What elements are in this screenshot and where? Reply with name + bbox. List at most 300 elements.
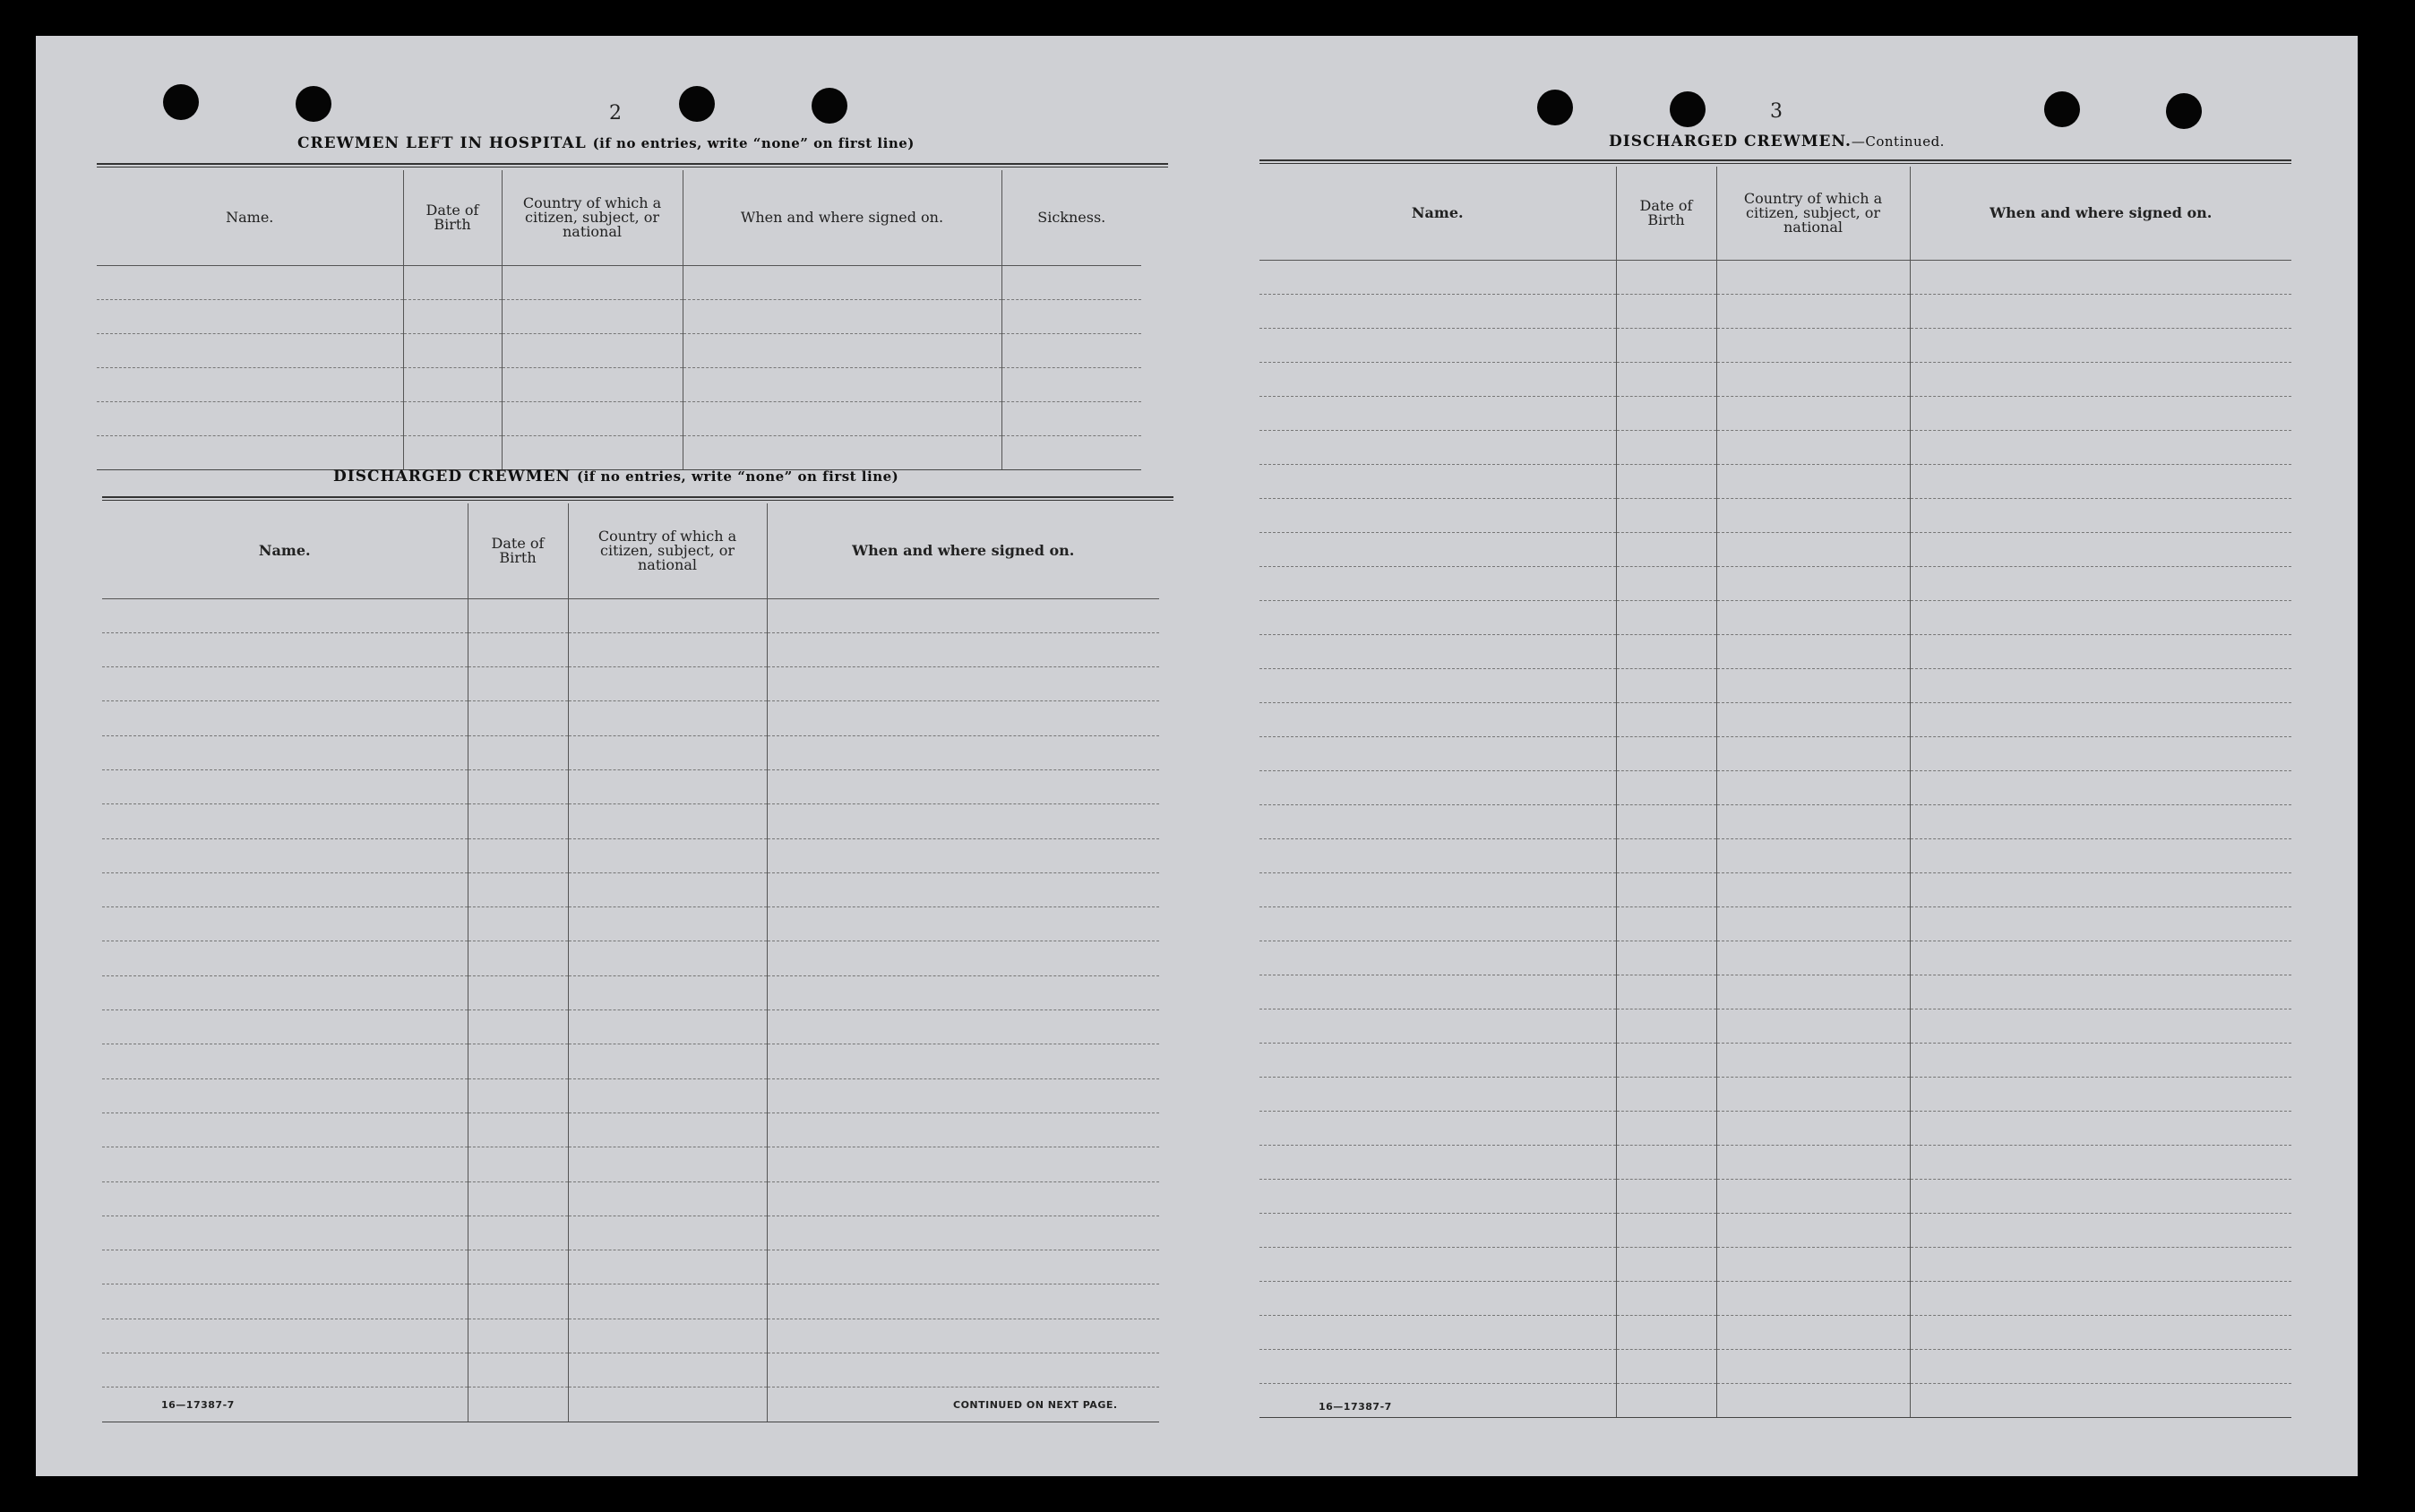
- blank-entry-cell[interactable]: [1716, 566, 1910, 600]
- table-row: [1259, 1179, 2291, 1213]
- blank-entry-cell[interactable]: [767, 1078, 1159, 1113]
- right-col-country: Country of which a citizen, subject, or national: [1716, 167, 1910, 260]
- blank-entry-cell[interactable]: [1716, 838, 1910, 872]
- blank-entry-cell[interactable]: [1716, 430, 1910, 464]
- blank-entry-cell[interactable]: [403, 299, 502, 333]
- blank-entry-cell[interactable]: [1910, 975, 2291, 1009]
- blank-entry-cell[interactable]: [568, 1181, 767, 1216]
- blank-entry-cell[interactable]: [767, 667, 1159, 701]
- blank-entry-cell[interactable]: [767, 1353, 1159, 1387]
- blank-entry-cell[interactable]: [1001, 299, 1141, 333]
- page-number: 2: [609, 102, 622, 125]
- table-row: [1259, 328, 2291, 362]
- blank-entry-cell[interactable]: [468, 1284, 568, 1319]
- discharged-title-note: (if no entries, write “none” on first line): [576, 468, 899, 485]
- blank-entry-cell[interactable]: [568, 1078, 767, 1113]
- blank-entry-cell[interactable]: [1716, 1281, 1910, 1315]
- table-row: [1259, 430, 2291, 464]
- blank-entry-cell[interactable]: [1259, 430, 1616, 464]
- blank-entry-cell[interactable]: [102, 632, 468, 666]
- blank-entry-cell[interactable]: [568, 1353, 767, 1387]
- table-row: [1259, 1315, 2291, 1349]
- blank-entry-cell[interactable]: [1716, 362, 1910, 396]
- blank-entry-cell[interactable]: [468, 1181, 568, 1216]
- blank-entry-cell[interactable]: [568, 1216, 767, 1250]
- blank-entry-cell[interactable]: [1616, 1349, 1716, 1383]
- blank-entry-cell[interactable]: [767, 838, 1159, 872]
- blank-entry-cell[interactable]: [1616, 1009, 1716, 1043]
- discharged-continued-title-text: DISCHARGED CREWMEN.: [1609, 133, 1852, 150]
- table-row: [1259, 941, 2291, 975]
- blank-entry-cell[interactable]: [1259, 804, 1616, 838]
- blank-entry-cell[interactable]: [1616, 294, 1716, 328]
- blank-entry-cell[interactable]: [1616, 566, 1716, 600]
- table-row: [1259, 600, 2291, 634]
- blank-entry-cell[interactable]: [568, 907, 767, 941]
- blank-entry-cell[interactable]: [97, 333, 403, 367]
- blank-entry-cell[interactable]: [1616, 1383, 1716, 1417]
- blank-entry-cell[interactable]: [97, 435, 403, 469]
- blank-entry-cell[interactable]: [1616, 634, 1716, 668]
- blank-entry-cell[interactable]: [102, 838, 468, 872]
- blank-entry-cell[interactable]: [1259, 1043, 1616, 1077]
- blank-entry-cell[interactable]: [102, 1181, 468, 1216]
- blank-entry-cell[interactable]: [468, 1147, 568, 1181]
- blank-entry-cell[interactable]: [1716, 872, 1910, 906]
- blank-entry-cell[interactable]: [468, 769, 568, 803]
- table-row: [1259, 464, 2291, 498]
- blank-entry-cell[interactable]: [468, 1010, 568, 1044]
- blank-entry-cell[interactable]: [1001, 435, 1141, 469]
- blank-entry-cell[interactable]: [468, 1078, 568, 1113]
- blank-entry-cell[interactable]: [102, 735, 468, 769]
- blank-entry-cell[interactable]: [468, 838, 568, 872]
- table-row: [1259, 1213, 2291, 1247]
- blank-entry-cell[interactable]: [97, 401, 403, 435]
- blank-entry-cell[interactable]: [767, 804, 1159, 838]
- blank-entry-cell[interactable]: [1259, 838, 1616, 872]
- blank-entry-cell[interactable]: [502, 435, 683, 469]
- blank-entry-cell[interactable]: [1616, 1315, 1716, 1349]
- blank-entry-cell[interactable]: [1616, 906, 1716, 941]
- blank-entry-cell[interactable]: [1910, 736, 2291, 770]
- blank-entry-cell[interactable]: [468, 701, 568, 735]
- blank-entry-cell[interactable]: [1259, 260, 1616, 294]
- blank-entry-cell[interactable]: [468, 941, 568, 975]
- blank-entry-cell[interactable]: [1910, 566, 2291, 600]
- blank-entry-cell[interactable]: [102, 804, 468, 838]
- blank-entry-cell[interactable]: [568, 872, 767, 906]
- blank-entry-cell[interactable]: [1716, 634, 1910, 668]
- blank-entry-cell[interactable]: [102, 1216, 468, 1250]
- blank-entry-cell[interactable]: [1616, 770, 1716, 804]
- blank-entry-cell[interactable]: [1716, 1349, 1910, 1383]
- blank-entry-cell[interactable]: [468, 632, 568, 666]
- blank-entry-cell[interactable]: [1259, 1281, 1616, 1315]
- blank-entry-cell[interactable]: [102, 975, 468, 1009]
- blank-entry-cell[interactable]: [1259, 736, 1616, 770]
- blank-entry-cell[interactable]: [767, 1044, 1159, 1078]
- blank-entry-cell[interactable]: [767, 1319, 1159, 1353]
- blank-entry-cell[interactable]: [767, 1113, 1159, 1147]
- blank-entry-cell[interactable]: [767, 701, 1159, 735]
- blank-entry-cell[interactable]: [1716, 975, 1910, 1009]
- blank-entry-cell[interactable]: [1716, 600, 1910, 634]
- blank-entry-cell[interactable]: [468, 667, 568, 701]
- blank-entry-cell[interactable]: [1716, 1247, 1910, 1281]
- blank-entry-cell[interactable]: [1259, 1213, 1616, 1247]
- blank-entry-cell[interactable]: [1001, 265, 1141, 299]
- blank-entry-cell[interactable]: [568, 1250, 767, 1284]
- blank-entry-cell[interactable]: [502, 265, 683, 299]
- blank-entry-cell[interactable]: [102, 667, 468, 701]
- blank-entry-cell[interactable]: [1910, 498, 2291, 532]
- blank-entry-cell[interactable]: [1616, 362, 1716, 396]
- blank-entry-cell[interactable]: [1259, 498, 1616, 532]
- blank-entry-cell[interactable]: [1616, 736, 1716, 770]
- blank-entry-cell[interactable]: [468, 1319, 568, 1353]
- blank-entry-cell[interactable]: [1616, 1213, 1716, 1247]
- blank-entry-cell[interactable]: [468, 1250, 568, 1284]
- table-row: [1259, 532, 2291, 566]
- blank-entry-cell[interactable]: [468, 872, 568, 906]
- blank-entry-cell[interactable]: [1616, 1247, 1716, 1281]
- blank-entry-cell[interactable]: [1910, 702, 2291, 736]
- blank-entry-cell[interactable]: [1910, 1383, 2291, 1417]
- table-row: [1259, 838, 2291, 872]
- blank-entry-cell[interactable]: [1259, 941, 1616, 975]
- blank-entry-cell[interactable]: [1259, 634, 1616, 668]
- blank-entry-cell[interactable]: [1259, 975, 1616, 1009]
- blank-entry-cell[interactable]: [767, 872, 1159, 906]
- blank-entry-cell[interactable]: [1616, 600, 1716, 634]
- blank-entry-cell[interactable]: [1616, 804, 1716, 838]
- blank-entry-cell[interactable]: [1716, 328, 1910, 362]
- blank-entry-cell[interactable]: [767, 769, 1159, 803]
- blank-entry-cell[interactable]: [102, 769, 468, 803]
- blank-entry-cell[interactable]: [1259, 906, 1616, 941]
- blank-entry-cell[interactable]: [102, 598, 468, 632]
- blank-entry-cell[interactable]: [683, 333, 1001, 367]
- blank-entry-cell[interactable]: [683, 367, 1001, 401]
- blank-entry-cell[interactable]: [102, 1078, 468, 1113]
- blank-entry-cell[interactable]: [767, 1216, 1159, 1250]
- blank-entry-cell[interactable]: [1616, 838, 1716, 872]
- blank-entry-cell[interactable]: [568, 1284, 767, 1319]
- blank-entry-cell[interactable]: [1716, 260, 1910, 294]
- blank-entry-cell[interactable]: [1716, 1213, 1910, 1247]
- blank-entry-cell[interactable]: [403, 435, 502, 469]
- blank-entry-cell[interactable]: [683, 299, 1001, 333]
- blank-entry-cell[interactable]: [767, 1147, 1159, 1181]
- table-row: [1259, 1145, 2291, 1179]
- blank-entry-cell[interactable]: [502, 401, 683, 435]
- blank-entry-cell[interactable]: [468, 1044, 568, 1078]
- blank-entry-cell[interactable]: [1716, 770, 1910, 804]
- blank-entry-cell[interactable]: [568, 735, 767, 769]
- blank-entry-cell[interactable]: [1259, 532, 1616, 566]
- table-row: [1259, 362, 2291, 396]
- blank-entry-cell[interactable]: [568, 598, 767, 632]
- blank-entry-cell[interactable]: [1910, 430, 2291, 464]
- blank-entry-cell[interactable]: [1910, 804, 2291, 838]
- punch-hole: [1537, 90, 1573, 125]
- blank-entry-cell[interactable]: [683, 435, 1001, 469]
- right-col-name: Name.: [1259, 167, 1616, 260]
- blank-entry-cell[interactable]: [1716, 736, 1910, 770]
- blank-entry-cell[interactable]: [1259, 1247, 1616, 1281]
- blank-entry-cell[interactable]: [1259, 770, 1616, 804]
- blank-entry-cell[interactable]: [1616, 532, 1716, 566]
- blank-entry-cell[interactable]: [1716, 906, 1910, 941]
- discharged-title-text: DISCHARGED CREWMEN: [333, 468, 572, 485]
- blank-entry-cell[interactable]: [1259, 1179, 1616, 1213]
- blank-entry-cell[interactable]: [1616, 1281, 1716, 1315]
- blank-entry-cell[interactable]: [1259, 566, 1616, 600]
- blank-entry-cell[interactable]: [1616, 498, 1716, 532]
- blank-entry-cell[interactable]: [1716, 532, 1910, 566]
- blank-entry-cell[interactable]: [1616, 1077, 1716, 1111]
- blank-entry-cell[interactable]: [468, 975, 568, 1009]
- blank-entry-cell[interactable]: [102, 1250, 468, 1284]
- blank-entry-cell[interactable]: [568, 1010, 767, 1044]
- table-row: [1259, 668, 2291, 702]
- blank-entry-cell[interactable]: [1716, 668, 1910, 702]
- blank-entry-cell[interactable]: [568, 1147, 767, 1181]
- blank-entry-cell[interactable]: [1910, 1043, 2291, 1077]
- blank-entry-cell[interactable]: [1259, 600, 1616, 634]
- blank-entry-cell[interactable]: [568, 632, 767, 666]
- blank-entry-cell[interactable]: [1616, 941, 1716, 975]
- blank-entry-cell[interactable]: [1259, 1349, 1616, 1383]
- blank-entry-cell[interactable]: [568, 701, 767, 735]
- blank-entry-cell[interactable]: [1910, 1213, 2291, 1247]
- blank-entry-cell[interactable]: [1910, 1179, 2291, 1213]
- blank-entry-cell[interactable]: [1910, 396, 2291, 430]
- blank-entry-cell[interactable]: [1716, 1111, 1910, 1145]
- blank-entry-cell[interactable]: [767, 1181, 1159, 1216]
- blank-entry-cell[interactable]: [1910, 1315, 2291, 1349]
- blank-entry-cell[interactable]: [102, 1353, 468, 1387]
- discharged-section-title: [333, 468, 898, 485]
- blank-entry-cell[interactable]: [102, 1387, 468, 1422]
- blank-entry-cell[interactable]: [568, 1044, 767, 1078]
- blank-entry-cell[interactable]: [1910, 1111, 2291, 1145]
- blank-entry-cell[interactable]: [1259, 294, 1616, 328]
- blank-entry-cell[interactable]: [1259, 396, 1616, 430]
- blank-entry-cell[interactable]: [1259, 1145, 1616, 1179]
- blank-entry-cell[interactable]: [1616, 328, 1716, 362]
- blank-entry-cell[interactable]: [1716, 464, 1910, 498]
- blank-entry-cell[interactable]: [1259, 1009, 1616, 1043]
- blank-entry-cell[interactable]: [97, 299, 403, 333]
- blank-entry-cell[interactable]: [1910, 906, 2291, 941]
- blank-entry-cell[interactable]: [1910, 872, 2291, 906]
- blank-entry-cell[interactable]: [1910, 328, 2291, 362]
- punch-hole: [1670, 91, 1706, 127]
- blank-entry-cell[interactable]: [1910, 260, 2291, 294]
- blank-entry-cell[interactable]: [683, 265, 1001, 299]
- blank-entry-cell[interactable]: [1616, 702, 1716, 736]
- table-row: [1259, 1009, 2291, 1043]
- blank-entry-cell[interactable]: [468, 735, 568, 769]
- blank-entry-cell[interactable]: [568, 1387, 767, 1422]
- table-row: [102, 1147, 1159, 1181]
- blank-entry-cell[interactable]: [1001, 333, 1141, 367]
- blank-entry-cell[interactable]: [468, 1387, 568, 1422]
- blank-entry-cell[interactable]: [1910, 1145, 2291, 1179]
- blank-entry-cell[interactable]: [1910, 362, 2291, 396]
- blank-entry-cell[interactable]: [1259, 1111, 1616, 1145]
- blank-entry-cell[interactable]: [1259, 328, 1616, 362]
- blank-entry-cell[interactable]: [1616, 975, 1716, 1009]
- blank-entry-cell[interactable]: [1259, 362, 1616, 396]
- blank-entry-cell[interactable]: [1716, 804, 1910, 838]
- blank-entry-cell[interactable]: [568, 941, 767, 975]
- blank-entry-cell[interactable]: [468, 907, 568, 941]
- blank-entry-cell[interactable]: [767, 1010, 1159, 1044]
- blank-entry-cell[interactable]: [1616, 260, 1716, 294]
- blank-entry-cell[interactable]: [1616, 668, 1716, 702]
- table-row: [102, 701, 1159, 735]
- blank-entry-cell[interactable]: [1716, 1009, 1910, 1043]
- blank-entry-cell[interactable]: [767, 1284, 1159, 1319]
- table-row: [102, 941, 1159, 975]
- table-row: [1259, 396, 2291, 430]
- blank-entry-cell[interactable]: [102, 1113, 468, 1147]
- blank-entry-cell[interactable]: [1910, 464, 2291, 498]
- blank-entry-cell[interactable]: [1910, 294, 2291, 328]
- blank-entry-cell[interactable]: [568, 769, 767, 803]
- blank-entry-cell[interactable]: [1716, 1145, 1910, 1179]
- blank-entry-cell[interactable]: [1910, 941, 2291, 975]
- blank-entry-cell[interactable]: [1616, 430, 1716, 464]
- blank-entry-cell[interactable]: [767, 735, 1159, 769]
- blank-entry-cell[interactable]: [568, 1319, 767, 1353]
- blank-entry-cell[interactable]: [1616, 464, 1716, 498]
- blank-entry-cell[interactable]: [1616, 872, 1716, 906]
- hospital-title-text: CREWMEN LEFT IN HOSPITAL: [297, 134, 587, 152]
- blank-entry-cell[interactable]: [568, 975, 767, 1009]
- blank-entry-cell[interactable]: [1716, 498, 1910, 532]
- blank-entry-cell[interactable]: [568, 1113, 767, 1147]
- blank-entry-cell[interactable]: [1910, 838, 2291, 872]
- blank-entry-cell[interactable]: [1259, 872, 1616, 906]
- blank-entry-cell[interactable]: [502, 299, 683, 333]
- blank-entry-cell[interactable]: [767, 632, 1159, 666]
- table-row: [102, 667, 1159, 701]
- blank-entry-cell[interactable]: [1716, 941, 1910, 975]
- blank-entry-cell[interactable]: [102, 1319, 468, 1353]
- blank-entry-cell[interactable]: [1259, 1077, 1616, 1111]
- blank-entry-cell[interactable]: [102, 872, 468, 906]
- discharged-continued-table: [1259, 167, 2291, 1418]
- blank-entry-cell[interactable]: [1910, 1281, 2291, 1315]
- discharged-continued-suffix: —Continued.: [1851, 133, 1945, 150]
- blank-entry-cell[interactable]: [767, 975, 1159, 1009]
- blank-entry-cell[interactable]: [1910, 1077, 2291, 1111]
- blank-entry-cell[interactable]: [1716, 1077, 1910, 1111]
- blank-entry-cell[interactable]: [767, 907, 1159, 941]
- blank-entry-cell[interactable]: [1910, 770, 2291, 804]
- blank-entry-cell[interactable]: [683, 401, 1001, 435]
- blank-entry-cell[interactable]: [468, 598, 568, 632]
- blank-entry-cell[interactable]: [102, 1044, 468, 1078]
- blank-entry-cell[interactable]: [767, 941, 1159, 975]
- table-row: [102, 975, 1159, 1009]
- table-row: [102, 872, 1159, 906]
- blank-entry-cell[interactable]: [1716, 702, 1910, 736]
- blank-entry-cell[interactable]: [1259, 702, 1616, 736]
- blank-entry-cell[interactable]: [1001, 367, 1141, 401]
- blank-entry-cell[interactable]: [468, 1216, 568, 1250]
- punch-hole: [2166, 93, 2202, 129]
- blank-entry-cell[interactable]: [1716, 1043, 1910, 1077]
- blank-entry-cell[interactable]: [1910, 1247, 2291, 1281]
- blank-entry-cell[interactable]: [102, 1284, 468, 1319]
- blank-entry-cell[interactable]: [1259, 1315, 1616, 1349]
- blank-entry-cell[interactable]: [403, 265, 502, 299]
- blank-entry-cell[interactable]: [1716, 1179, 1910, 1213]
- blank-entry-cell[interactable]: [97, 367, 403, 401]
- blank-entry-cell[interactable]: [468, 1353, 568, 1387]
- blank-entry-cell[interactable]: [1910, 668, 2291, 702]
- blank-entry-cell[interactable]: [1616, 1145, 1716, 1179]
- blank-entry-cell[interactable]: [403, 333, 502, 367]
- blank-entry-cell[interactable]: [1259, 668, 1616, 702]
- table-row: [102, 1044, 1159, 1078]
- blank-entry-cell[interactable]: [468, 1113, 568, 1147]
- blank-entry-cell[interactable]: [102, 1010, 468, 1044]
- blank-entry-cell[interactable]: [1910, 532, 2291, 566]
- blank-entry-cell[interactable]: [1910, 1349, 2291, 1383]
- blank-entry-cell[interactable]: [502, 333, 683, 367]
- blank-entry-cell[interactable]: [568, 667, 767, 701]
- blank-entry-cell[interactable]: [102, 701, 468, 735]
- blank-entry-cell[interactable]: [1716, 1315, 1910, 1349]
- blank-entry-cell[interactable]: [1910, 600, 2291, 634]
- continued-note: CONTINUED ON NEXT PAGE.: [953, 1399, 1118, 1411]
- blank-entry-cell[interactable]: [1616, 1043, 1716, 1077]
- blank-entry-cell[interactable]: [1616, 396, 1716, 430]
- blank-entry-cell[interactable]: [102, 907, 468, 941]
- blank-entry-cell[interactable]: [468, 804, 568, 838]
- blank-entry-cell[interactable]: [1910, 1009, 2291, 1043]
- table-row: [102, 769, 1159, 803]
- blank-entry-cell[interactable]: [1259, 1383, 1616, 1417]
- blank-entry-cell[interactable]: [1716, 294, 1910, 328]
- blank-entry-cell[interactable]: [1259, 464, 1616, 498]
- blank-entry-cell[interactable]: [1716, 1383, 1910, 1417]
- table-row: [1259, 1111, 2291, 1145]
- blank-entry-cell[interactable]: [1616, 1111, 1716, 1145]
- blank-entry-cell[interactable]: [568, 838, 767, 872]
- table-row: [1259, 906, 2291, 941]
- blank-entry-cell[interactable]: [502, 367, 683, 401]
- blank-entry-cell[interactable]: [1910, 634, 2291, 668]
- blank-entry-cell[interactable]: [102, 1147, 468, 1181]
- blank-entry-cell[interactable]: [767, 598, 1159, 632]
- blank-entry-cell[interactable]: [1001, 401, 1141, 435]
- blank-entry-cell[interactable]: [568, 804, 767, 838]
- blank-entry-cell[interactable]: [403, 367, 502, 401]
- blank-entry-cell[interactable]: [97, 265, 403, 299]
- blank-entry-cell[interactable]: [1616, 1179, 1716, 1213]
- blank-entry-cell[interactable]: [102, 941, 468, 975]
- blank-entry-cell[interactable]: [1716, 396, 1910, 430]
- blank-entry-cell[interactable]: [767, 1250, 1159, 1284]
- blank-entry-cell[interactable]: [403, 401, 502, 435]
